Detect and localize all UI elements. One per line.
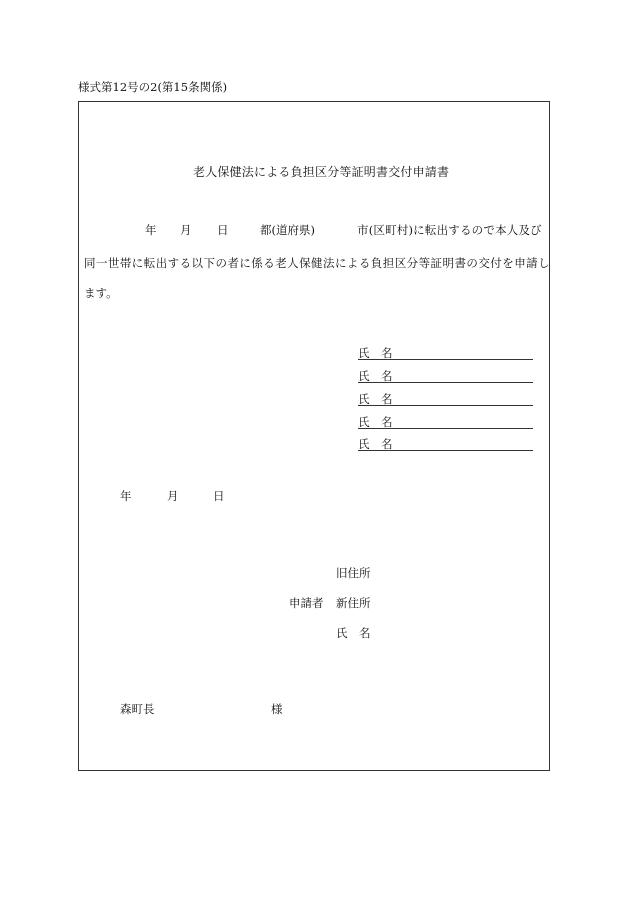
signature-name-label: 氏 名 xyxy=(358,369,393,383)
body-line-2: 同一世帯に転出する以下の者に係る老人保健法による負担区分等証明書の交付を申請し xyxy=(84,256,551,270)
date-year-label: 年 xyxy=(120,489,132,503)
body-line-3: ます。 xyxy=(84,286,118,300)
date-day-label: 日 xyxy=(213,489,225,503)
date-month-label: 月 xyxy=(167,489,179,503)
document-title: 老人保健法による負担区分等証明書交付申請書 xyxy=(193,165,450,179)
form-frame xyxy=(78,101,550,771)
body-year-label: 年 xyxy=(145,223,157,237)
signature-line[interactable] xyxy=(358,450,533,451)
signature-line[interactable] xyxy=(358,382,533,383)
new-address-label: 新住所 xyxy=(336,596,371,610)
signature-line[interactable] xyxy=(358,428,533,429)
signature-name-label: 氏 名 xyxy=(358,437,393,451)
addressee-label: 森町長 xyxy=(120,702,155,716)
body-prefecture-label: 都(道府県) xyxy=(260,223,315,237)
applicant-name-label: 氏 名 xyxy=(336,626,371,640)
body-city-text: 市(区町村)に転出するので本人及び xyxy=(357,223,542,237)
signature-name-label: 氏 名 xyxy=(358,346,393,360)
signature-name-label: 氏 名 xyxy=(358,392,393,406)
signature-name-label: 氏 名 xyxy=(358,415,393,429)
signature-line[interactable] xyxy=(358,359,533,360)
body-day-label: 日 xyxy=(217,223,229,237)
applicant-label: 申請者 xyxy=(289,596,324,610)
old-address-label: 旧住所 xyxy=(336,566,371,580)
body-month-label: 月 xyxy=(180,223,192,237)
signature-line[interactable] xyxy=(358,405,533,406)
addressee-honorific: 様 xyxy=(271,702,283,716)
form-number-label: 様式第12号の2(第15条関係) xyxy=(78,80,228,94)
